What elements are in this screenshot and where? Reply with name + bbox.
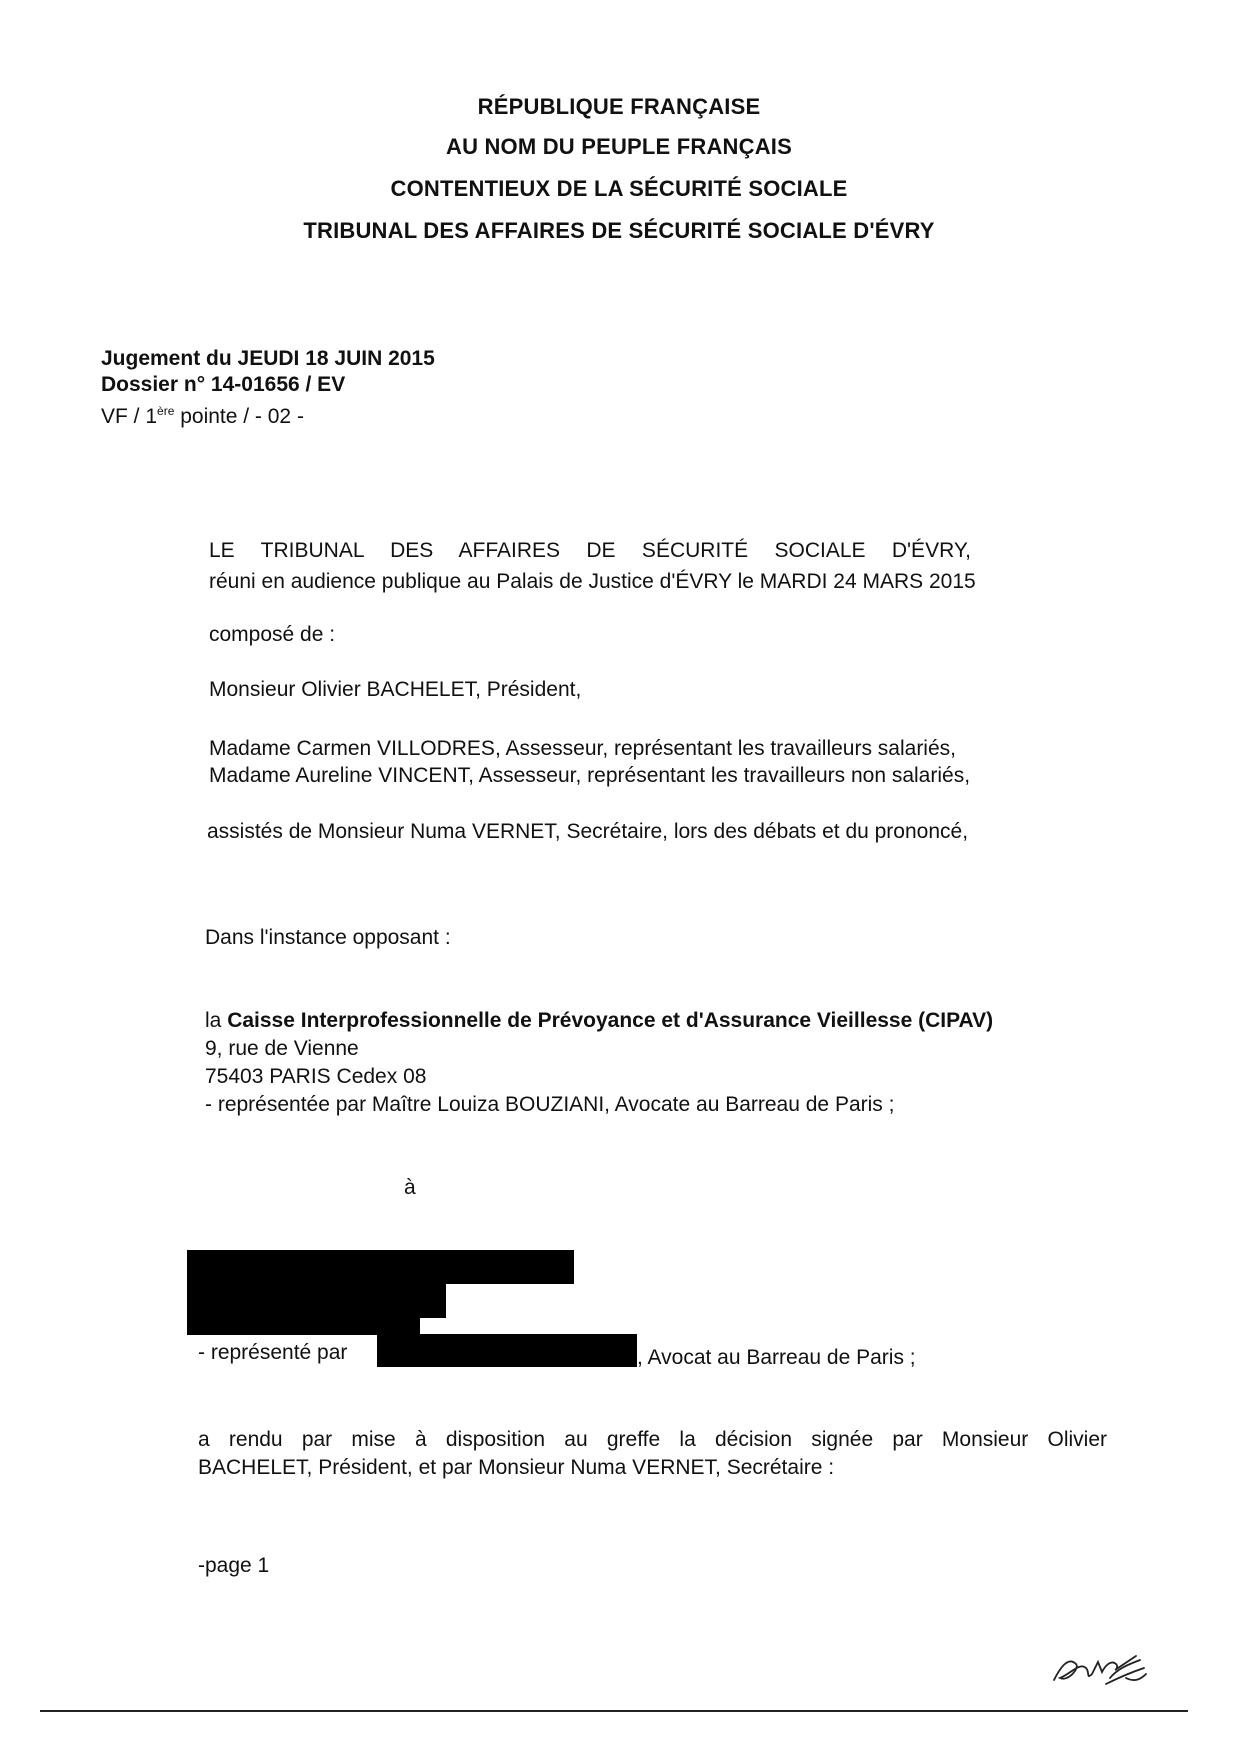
plaintiff-street: 9, rue de Vienne [205,1037,359,1060]
jugement-date: Jugement du JEUDI 18 JUIN 2015 [101,347,435,370]
defendant-rep-prefix: - représenté par [198,1341,348,1364]
bottom-rule [40,1710,1188,1712]
header-peuple: AU NOM DU PEUPLE FRANÇAIS [445,134,792,159]
plaintiff-city: 75403 PARIS Cedex 08 [205,1065,427,1088]
assesseur-2: Madame Aureline VINCENT, Assesseur, représentant les travailleurs non salariés, [209,764,971,787]
redaction-block-3 [187,1318,420,1335]
header-contentieux: CONTENTIEUX DE LA SÉCURITÉ SOCIALE [390,176,848,201]
redaction-block-2 [187,1284,446,1318]
tribunal-title: LE TRIBUNAL DES AFFAIRES DE SÉCURITÉ SOCIALE D'ÉVRY, [209,539,971,562]
instance-intro: Dans l'instance opposant : [205,926,451,949]
page-number: -page 1 [198,1554,270,1577]
secretaire-line: assistés de Monsieur Numa VERNET, Secrétaire, lors des débats et du prononcé, [207,820,969,843]
defendant-rep-suffix: , Avocat au Barreau de Paris ; [637,1346,916,1369]
dossier-number: Dossier n° 14-01656 / EV [101,373,346,396]
initials-signature [1046,1638,1156,1698]
plaintiff-representative: - représentée par Maître Louiza BOUZIANI, Avocate au Barreau de Paris ; [205,1093,895,1116]
audience-line: réuni en audience publique au Palais de Justice d'ÉVRY le MARDI 24 MARS 2015 [209,570,976,593]
assesseur-1: Madame Carmen VILLODRES, Assesseur, représentant les travailleurs salariés, [209,737,956,760]
president-line: Monsieur Olivier BACHELET, Président, [209,678,582,701]
header-republique: RÉPUBLIQUE FRANÇAISE [477,94,761,119]
header-tribunal: TRIBUNAL DES AFFAIRES DE SÉCURITÉ SOCIALE D'ÉVRY [303,218,935,243]
decision-line-2: BACHELET, Président, et par Monsieur Numa VERNET, Secrétaire : [198,1456,835,1479]
plaintiff-name: la Caisse Interprofessionnelle de Prévoyance et d'Assurance Vieillesse (CIPAV) [205,1009,994,1032]
redaction-block-lawyer [377,1334,637,1367]
versus-marker: à [404,1176,416,1199]
redaction-block-1 [187,1250,574,1284]
decision-line-1: a rendu par mise à disposition au greffe la décision signée par Monsieur Olivier [198,1428,1107,1451]
vf-reference: VF / 1ère pointe / - 02 - [101,404,304,428]
compose-de: composé de : [209,623,336,646]
